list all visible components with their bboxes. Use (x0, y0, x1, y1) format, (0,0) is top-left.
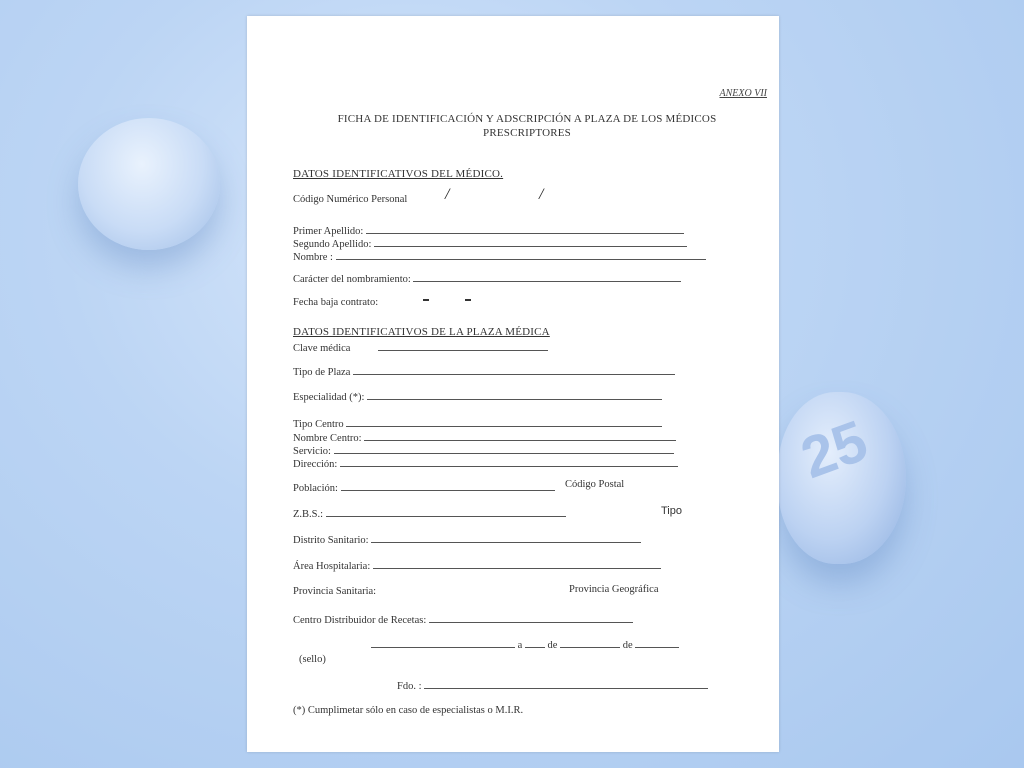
segundo-apellido-field[interactable]: Segundo Apellido: (293, 237, 687, 250)
tipo-label: Tipo (661, 505, 682, 517)
area-hospitalaria-field[interactable]: Área Hospitalaria: (293, 559, 661, 572)
centro-distribuidor-field[interactable]: Centro Distribuidor de Recetas: (293, 613, 633, 626)
zbs-field[interactable]: Z.B.S.: (293, 507, 566, 520)
slash-mark: / (445, 186, 450, 203)
section-plaza-heading: DATOS IDENTIFICATIVOS DE LA PLAZA MÉDICA (293, 326, 550, 338)
clave-medica-field[interactable]: Clave médica (293, 341, 548, 354)
especialidad-field[interactable]: Especialidad (*): (293, 390, 662, 403)
poblacion-field[interactable]: Población: (293, 481, 555, 494)
tipo-centro-field[interactable]: Tipo Centro (293, 417, 662, 430)
provincia-geografica-label: Provincia Geográfica (569, 584, 659, 595)
primer-apellido-field[interactable]: Primer Apellido: (293, 224, 684, 237)
document-title: FICHA DE IDENTIFICACIÓN Y ADSCRIPCIÓN A PLAZA DE LOS MÉDICOS PRESCRIPTORES (337, 113, 717, 139)
fecha-baja-field[interactable]: Fecha baja contrato: (293, 297, 379, 308)
provincia-sanitaria-field[interactable]: Provincia Sanitaria: (293, 586, 377, 597)
section-medico-heading: DATOS IDENTIFICATIVOS DEL MÉDICO. (293, 168, 504, 180)
caracter-nombramiento-field[interactable]: Carácter del nombramiento: (293, 272, 681, 285)
pill-decoration-left (78, 118, 220, 250)
footnote: (*) Cumplimetar sólo en caso de especialistas o M.I.R. (293, 705, 524, 716)
document-page (247, 16, 779, 752)
tipo-plaza-field[interactable]: Tipo de Plaza (293, 365, 675, 378)
firma-field[interactable]: Fdo. : (397, 679, 708, 692)
codigo-personal-field: Código Numérico Personal (293, 194, 408, 205)
slash-mark: / (539, 186, 544, 203)
distrito-sanitario-field[interactable]: Distrito Sanitario: (293, 533, 641, 546)
direccion-field[interactable]: Dirección: (293, 457, 678, 470)
servicio-field[interactable]: Servicio: (293, 444, 674, 457)
sello-label: (sello) (299, 654, 326, 665)
annex-label: ANEXO VII (719, 88, 767, 99)
signature-date-line[interactable]: a de de (371, 638, 679, 651)
nombre-centro-field[interactable]: Nombre Centro: (293, 431, 676, 444)
pill-decoration-right: 25 (778, 392, 906, 564)
codigo-postal-label: Código Postal (565, 479, 625, 490)
nombre-field[interactable]: Nombre : (293, 250, 706, 263)
